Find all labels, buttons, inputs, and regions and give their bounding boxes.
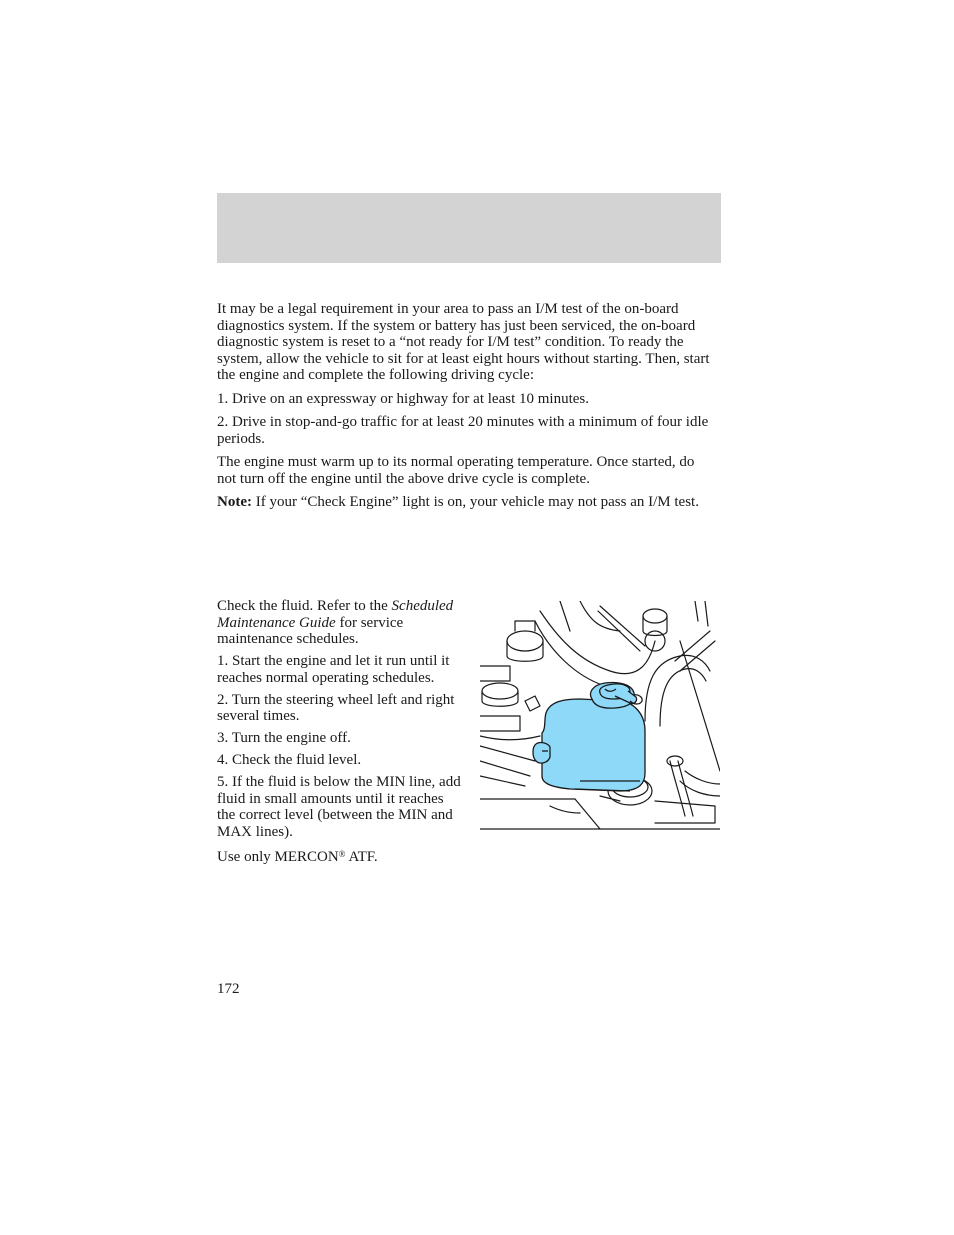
fluid-step-5: 5. If the fluid is below the MIN line, add fluid in small amounts until it reaches the correct level (between the MIN and MAX lines). xyxy=(217,774,461,840)
fluid-check-section xyxy=(217,598,465,871)
note-text: If your “Check Engine” light is on, your vehicle may not pass an I/M test. xyxy=(251,494,699,510)
intro-text-start: Check the fluid. Refer to the xyxy=(217,598,392,614)
intro-text-end: for service maintenance schedules. xyxy=(217,614,404,647)
drive-cycle-step-2: 2. Drive in stop-and-go traffic for at least 20 minutes with a minimum of four idle periods. xyxy=(217,414,709,447)
section-header-band xyxy=(217,193,721,263)
im-test-intro: It may be a legal requirement in your area to pass an I/M test of the on-board diagnostics system. If the system or battery has just been serviced, the on-board diagnostic system is reset to a “not ready for I/M test” condition. To ready the system, allow the vehicle to sit for at least eight hours without starting. Then, start the engine and complete the following driving cycle: xyxy=(217,301,710,383)
power-steering-reservoir-illustration xyxy=(480,601,720,833)
fluid-step-1: 1. Start the engine and let it run until it reaches normal operating schedules. xyxy=(217,653,450,686)
reservoir-body xyxy=(542,699,645,791)
fluid-check-intro xyxy=(217,598,465,648)
fluid-step-4: 4. Check the fluid level. xyxy=(217,752,362,768)
fluid-step-2: 2. Turn the steering wheel left and right several times. xyxy=(217,691,455,724)
drive-cycle-step-1: 1. Drive on an expressway or highway for at least 10 minutes. xyxy=(217,390,589,407)
atf-text: ATF. xyxy=(345,848,378,865)
warmup-paragraph: The engine must warm up to its normal operating temperature. Once started, do not turn off the engine until the above drive cycle is complete. xyxy=(217,454,695,487)
note-label: Note: xyxy=(217,494,252,510)
note-paragraph xyxy=(217,494,717,511)
maintenance-guide-title: Scheduled Maintenance Guide xyxy=(217,598,454,631)
page-number: 172 xyxy=(217,981,240,997)
im-test-section xyxy=(217,301,717,518)
mercon-note xyxy=(217,846,465,866)
fluid-step-3: 3. Turn the engine off. xyxy=(217,730,351,746)
engine-bay-drawing xyxy=(480,601,720,833)
use-only-text: Use only MERCON xyxy=(217,848,339,865)
registered-mark: ® xyxy=(338,848,346,859)
